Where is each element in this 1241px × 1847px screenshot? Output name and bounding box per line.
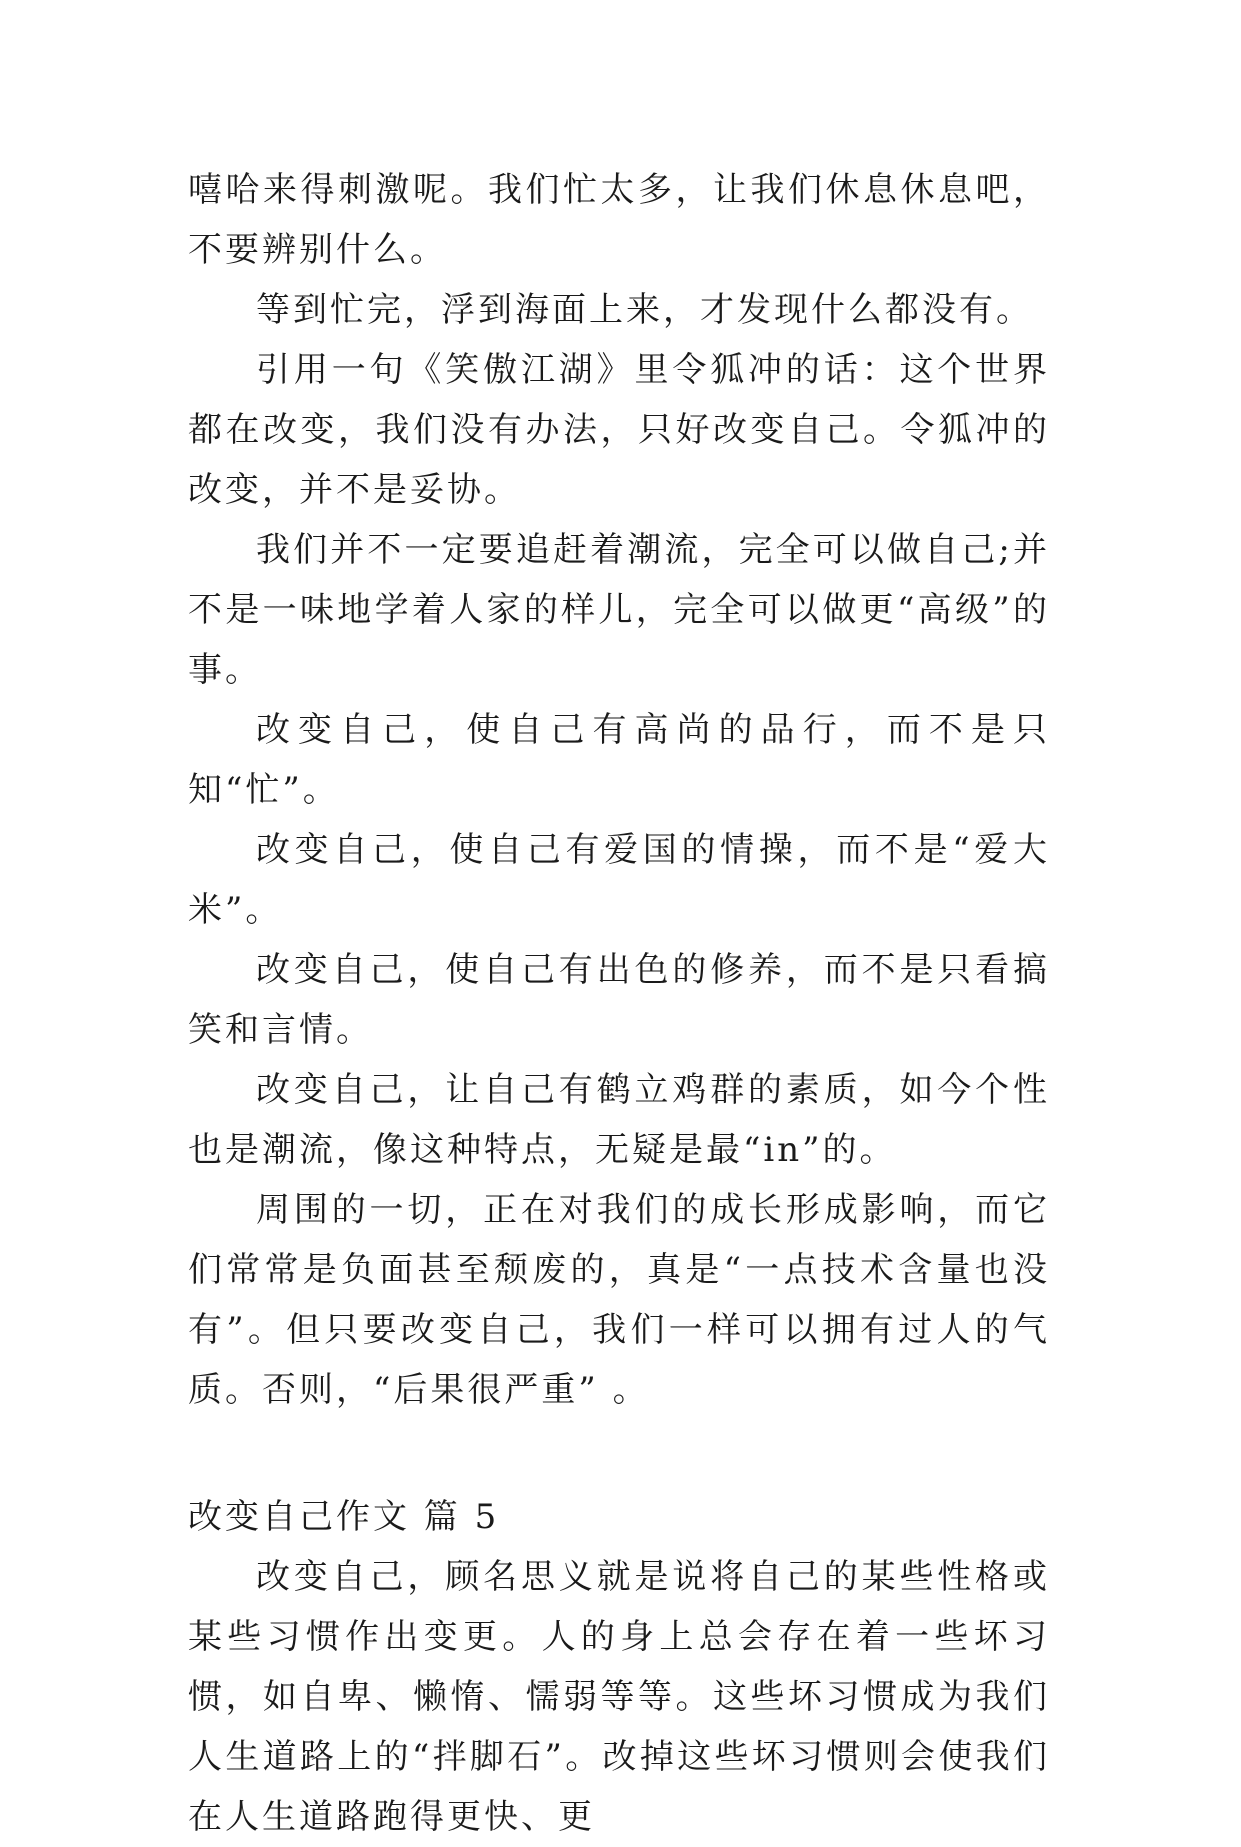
paragraph: 引用一句《笑傲江湖》里令狐冲的话：这个世界都在改变，我们没有办法，只好改变自己。令狐冲的改变，并不是妥协。 bbox=[188, 350, 1050, 510]
paragraph: 改变自己，使自己有爱国的情操，而不是“爱大米”。 bbox=[188, 830, 1050, 930]
paragraph: 周围的一切，正在对我们的成长形成影响，而它们常常是负面甚至颓废的，真是“一点技术含量也没有”。但只要改变自己，我们一样可以拥有过人的气质。否则，“后果很严重” 。 bbox=[188, 1190, 1050, 1410]
paragraph: 改变自己，顾名思义就是说将自己的某些性格或某些习惯作出变更。人的身上总会存在着一些坏习惯，如自卑、懒惰、懦弱等等。这些坏习惯成为我们人生道路上的“拌脚石”。改掉这些坏习惯则会使我们在人生道路跑得更快、更 bbox=[188, 1557, 1050, 1837]
document-body bbox=[188, 160, 1050, 1847]
paragraph: 我们并不一定要追赶着潮流，完全可以做自己;并不是一味地学着人家的样儿，完全可以做更“高级”的事。 bbox=[188, 530, 1050, 690]
paragraph: 嘻哈来得刺激呢。我们忙太多，让我们休息休息吧，不要辨别什么。 bbox=[188, 170, 1050, 270]
paragraph: 改变自己，使自己有高尚的品行，而不是只知“忙”。 bbox=[188, 710, 1050, 810]
paragraph: 改变自己，让自己有鹤立鸡群的素质，如今个性也是潮流，像这种特点，无疑是最“in”的。 bbox=[188, 1070, 1050, 1170]
paragraph: 等到忙完，浮到海面上来，才发现什么都没有。 bbox=[256, 290, 1033, 330]
section-title: 改变自己作文 篇 5 bbox=[188, 1497, 500, 1537]
paragraph: 改变自己，使自己有出色的修养，而不是只看搞笑和言情。 bbox=[188, 950, 1050, 1050]
